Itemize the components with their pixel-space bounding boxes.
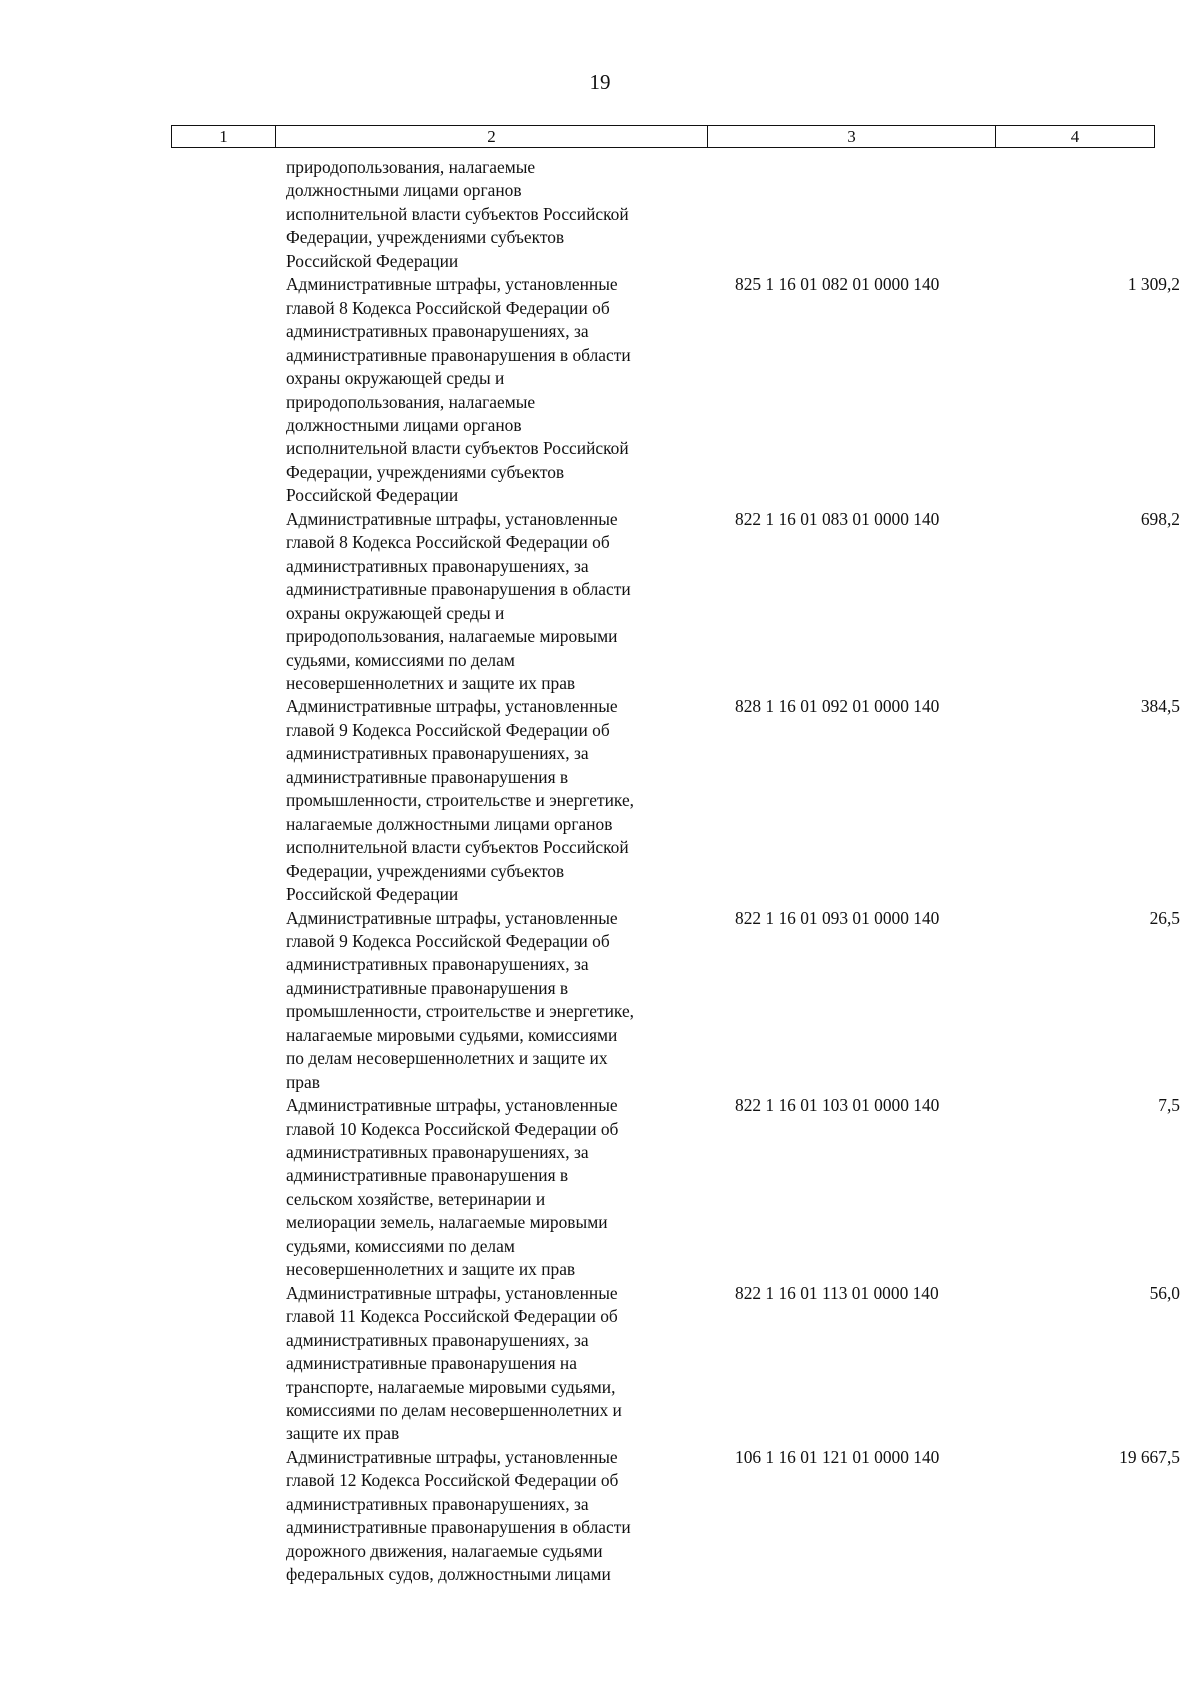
amount-cell: 19 667,5 [1119,1446,1180,1467]
budget-code-cell: 822 1 16 01 103 01 0000 140 [735,1095,940,1116]
table-row [171,1094,1192,1282]
table-row [171,273,1192,508]
table-row [171,907,1192,1095]
description-cell: Административные штрафы, установленные главой 11 Кодекса Российской Федерации об административных правонарушениях, за административные правонарушения на транспорте, налагаемые мировыми судьями, комиссиями по делам несовершеннолетних и защите их прав [286,1282,622,1444]
amount-cell: 56,0 [1149,1282,1180,1303]
budget-code-cell: 106 1 16 01 121 01 0000 140 [735,1446,940,1467]
column-header-1: 1 [172,126,276,148]
table-header [171,125,1155,148]
column-header-3: 3 [708,126,996,148]
budget-code-cell: 825 1 16 01 082 01 0000 140 [735,274,940,295]
page-number: 19 [589,70,611,94]
row-number-cell [171,907,274,1095]
row-number-cell [171,273,274,508]
row-number-cell [171,1446,274,1587]
amount-cell: 1 309,2 [1127,274,1180,295]
column-header-2: 2 [276,126,708,148]
header-row [172,126,1155,148]
description-cell: Административные штрафы, установленные главой 9 Кодекса Российской Федерации об административных правонарушениях, за административные правонарушения в промышленности, строительстве и энергетике, налагаемые мировыми судьями, комиссиями по делам несовершеннолетних и защите их прав [286,907,635,1092]
table-row [171,156,1192,273]
amount-cell: 698,2 [1140,508,1180,529]
budget-code-cell: 822 1 16 01 093 01 0000 140 [735,907,940,928]
amount-cell [1022,156,1192,273]
amount-cell: 26,5 [1149,907,1180,928]
description-cell: Административные штрафы, установленные главой 12 Кодекса Российской Федерации об административных правонарушениях, за административные правонарушения в области дорожного движения, налагаемые судьями федеральных судов, должностными лицами [286,1446,631,1585]
table-row [171,695,1192,906]
description-cell: Административные штрафы, установленные главой 8 Кодекса Российской Федерации об административных правонарушениях, за административные правонарушения в области охраны окружающей среды и природопользования, налагаемые мировыми судьями, комиссиями по делам несовершеннолетних и защите их прав [286,508,631,693]
amount-cell: 7,5 [1158,1095,1180,1116]
row-number-cell [171,1282,274,1446]
description-cell: Административные штрафы, установленные главой 9 Кодекса Российской Федерации об административных правонарушениях, за административные правонарушения в промышленности, строительстве и энергетике, налагаемые должностными лицами органов исполнительной власти субъектов Российской Федерации, учреждениями субъектов Российской Федерации [286,696,635,905]
table-row [171,508,1192,696]
budget-code-cell: 822 1 16 01 113 01 0000 140 [735,1282,939,1303]
description-cell: природопользования, налагаемые должностными лицами органов исполнительной власти субъектов Российской Федерации, учреждениями субъектов Российской Федерации [286,157,629,271]
description-cell: Административные штрафы, установленные главой 10 Кодекса Российской Федерации об административных правонарушениях, за административные правонарушения в сельском хозяйстве, ветеринарии и мелиорации земель, налагаемые мировыми судьями, комиссиями по делам несовершеннолетних и защите их прав [286,1095,619,1280]
table-body [171,156,1192,1587]
row-number-cell [171,695,274,906]
table-row [171,1446,1192,1587]
table-row [171,1282,1192,1446]
column-header-4: 4 [996,126,1155,148]
amount-cell: 384,5 [1140,696,1180,717]
row-number-cell [171,156,274,273]
budget-code-cell: 828 1 16 01 092 01 0000 140 [735,696,940,717]
row-number-cell [171,1094,274,1282]
revenue-table [171,156,1192,1587]
row-number-cell [171,508,274,696]
budget-code-cell: 822 1 16 01 083 01 0000 140 [735,508,940,529]
budget-code-cell [723,156,1022,273]
description-cell: Административные штрафы, установленные главой 8 Кодекса Российской Федерации об административных правонарушениях, за административные правонарушения в области охраны окружающей среды и природопользования, налагаемые должностными лицами органов исполнительной власти субъектов Российской Федерации, учреждениями субъектов Российской Федерации [286,274,631,506]
